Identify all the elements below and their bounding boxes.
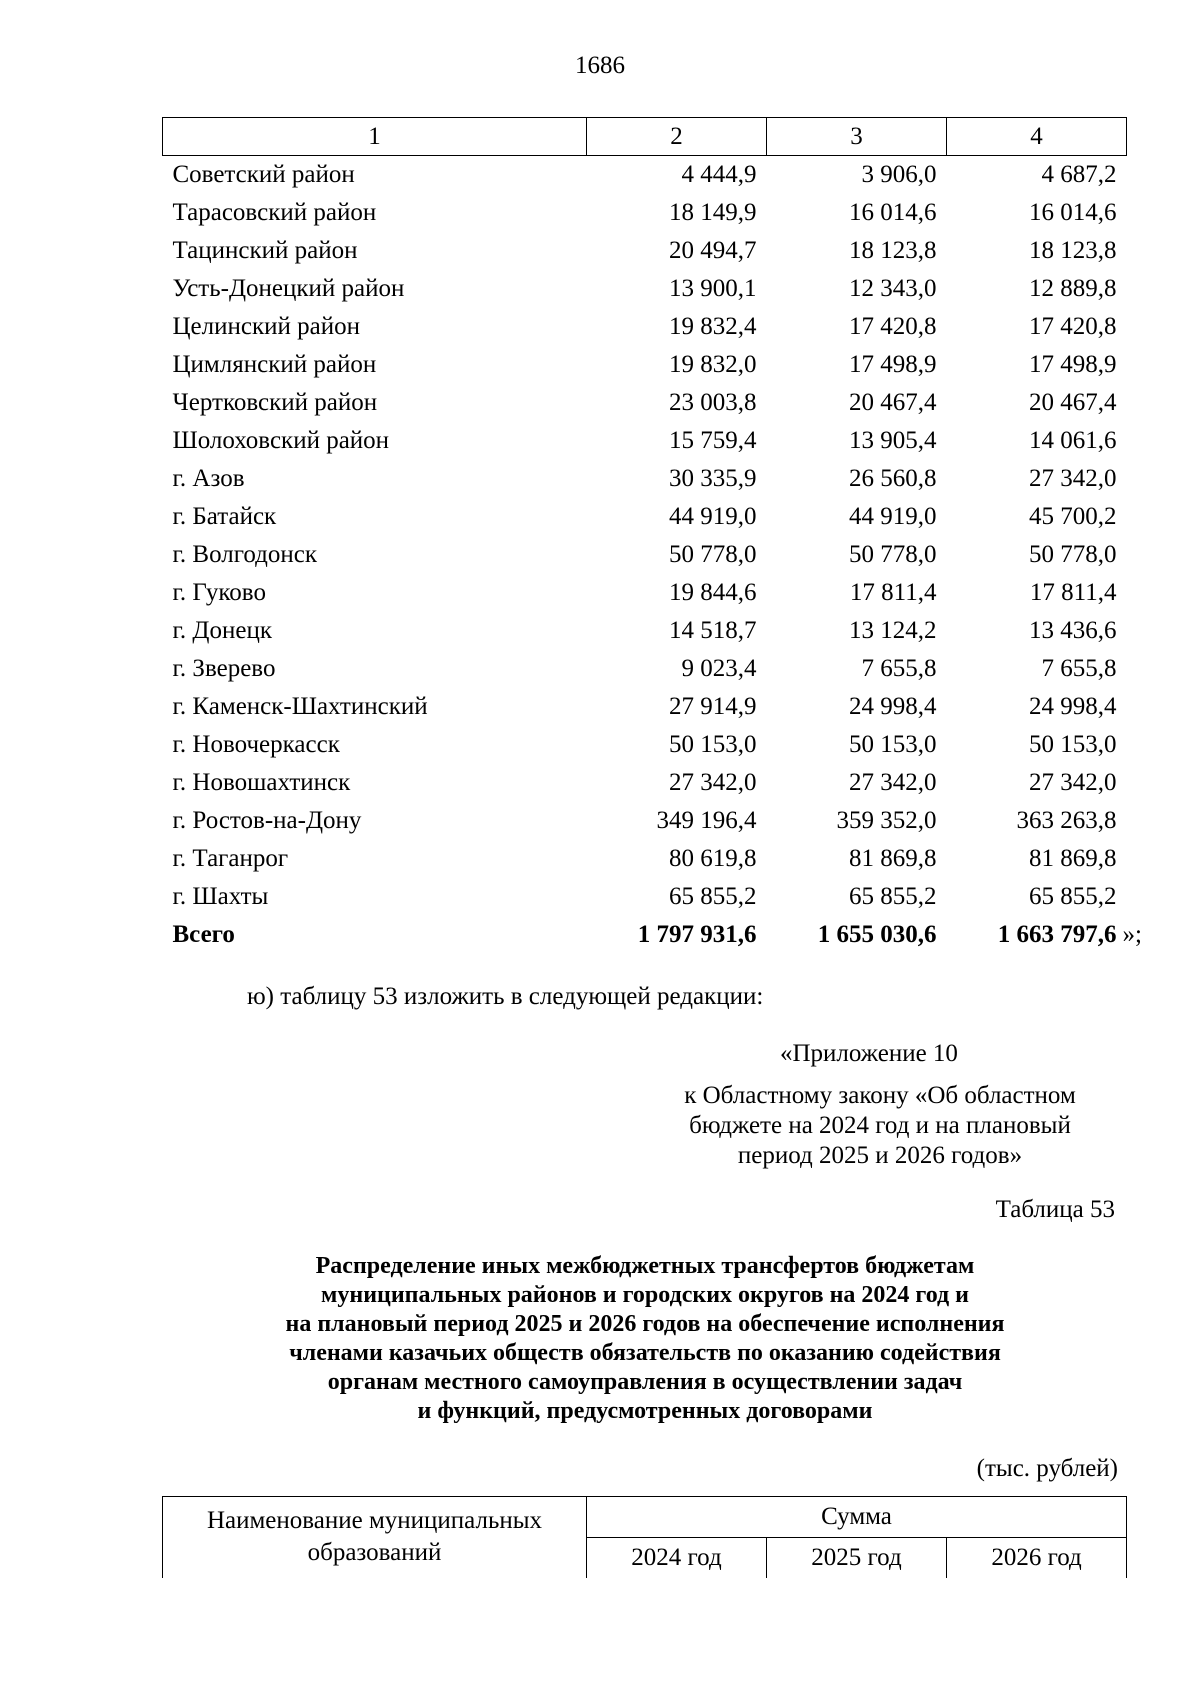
heading-line: органам местного самоуправления в осуществлении задач xyxy=(327,1369,963,1395)
column-number-row xyxy=(163,118,1127,156)
value-2025-cell: 17 498,9 xyxy=(849,351,937,378)
table-row xyxy=(163,460,1127,498)
heading-line: муниципальных районов и городских округов на 2024 год и xyxy=(321,1282,969,1308)
column-number-4: 4 xyxy=(947,118,1127,156)
value-2024-cell: 65 855,2 xyxy=(669,883,757,910)
heading-line: на плановый период 2025 и 2026 годов на обеспечение исполнения xyxy=(285,1311,1005,1337)
column-number-2: 2 xyxy=(587,118,767,156)
municipality-name-cell: г. Волгодонск xyxy=(172,541,318,568)
value-2026-cell: 45 700,2 xyxy=(1029,503,1117,530)
page-number: 1686 xyxy=(575,52,625,79)
value-2025-cell: 7 655,8 xyxy=(861,655,937,682)
value-2026-cell: 50 153,0 xyxy=(1029,731,1117,758)
table-row xyxy=(163,802,1127,840)
appendix-ref-line: период 2025 и 2026 годов» xyxy=(737,1142,1023,1169)
value-2025-cell: 65 855,2 xyxy=(849,883,937,910)
municipality-name-cell: Всего xyxy=(172,921,235,948)
value-2025-cell: 359 352,0 xyxy=(836,807,937,834)
value-2024-cell: 20 494,7 xyxy=(669,237,757,264)
value-2024-cell: 19 844,6 xyxy=(669,579,757,606)
value-2024-cell: 9 023,4 xyxy=(681,655,757,682)
value-2024-cell: 30 335,9 xyxy=(669,465,757,492)
value-2026-cell: 12 889,8 xyxy=(1029,275,1117,302)
value-2026-cell: 27 342,0 xyxy=(1029,769,1117,796)
municipality-name-cell: Чертковский район xyxy=(172,389,378,416)
table-row xyxy=(163,270,1127,308)
upper-table-body xyxy=(163,156,1142,955)
value-2024-cell: 18 149,9 xyxy=(669,199,757,226)
column-number-1: 1 xyxy=(163,118,587,156)
heading-line: и функций, предусмотренных договорами xyxy=(417,1398,873,1424)
municipality-name-cell: г. Каменск-Шахтинский xyxy=(172,693,428,720)
value-2024-cell: 349 196,4 xyxy=(656,807,757,834)
value-2025-cell: 44 919,0 xyxy=(849,503,937,530)
value-2025-cell: 50 153,0 xyxy=(849,731,937,758)
value-2024-cell: 15 759,4 xyxy=(669,427,757,454)
value-2026-cell: 4 687,2 xyxy=(1041,161,1117,188)
column-number-3: 3 xyxy=(767,118,947,156)
table-row xyxy=(163,384,1127,422)
table-row xyxy=(163,536,1127,574)
municipality-name-cell: г. Шахты xyxy=(172,883,269,910)
table-row xyxy=(163,346,1127,384)
municipality-name-cell: Целинский район xyxy=(172,313,360,340)
value-2025-cell: 18 123,8 xyxy=(849,237,937,264)
name-header-line: образований xyxy=(307,1539,442,1566)
value-2024-cell: 50 153,0 xyxy=(669,731,757,758)
table-row xyxy=(163,688,1127,726)
value-2025-cell: 50 778,0 xyxy=(849,541,937,568)
municipality-name-cell: г. Ростов-на-Дону xyxy=(172,807,362,834)
value-2026-cell: 14 061,6 xyxy=(1029,427,1117,454)
name-column-header xyxy=(163,1497,587,1579)
value-2026-cell: 81 869,8 xyxy=(1029,845,1117,872)
value-2026-cell: 17 498,9 xyxy=(1029,351,1117,378)
table-label: Таблица 53 xyxy=(995,1196,1115,1223)
municipality-name-cell: Тарасовский район xyxy=(172,199,377,226)
municipality-name-cell: Цимлянский район xyxy=(172,351,377,378)
table-row xyxy=(163,764,1127,802)
value-2025-cell: 26 560,8 xyxy=(849,465,937,492)
value-2026-cell: 16 014,6 xyxy=(1029,199,1117,226)
municipality-name-cell: г. Новочеркасск xyxy=(172,731,340,758)
appendix-ref-line: к Областному закону «Об областном xyxy=(684,1082,1076,1109)
value-2025-cell: 16 014,6 xyxy=(849,199,937,226)
municipality-name-cell: г. Гуково xyxy=(172,579,266,606)
table-row xyxy=(163,232,1127,270)
value-2026-cell: 20 467,4 xyxy=(1029,389,1117,416)
year-header-2025: 2025 год xyxy=(767,1538,947,1579)
municipality-name-cell: г. Зверево xyxy=(172,655,276,682)
appendix-ref-line: бюджете на 2024 год и на плановый xyxy=(689,1112,1071,1139)
value-2025-cell: 17 420,8 xyxy=(849,313,937,340)
table-row xyxy=(163,878,1127,916)
value-2024-cell: 44 919,0 xyxy=(669,503,757,530)
municipality-name-cell: Усть-Донецкий район xyxy=(172,275,405,302)
value-2026-cell: 7 655,8 xyxy=(1041,655,1117,682)
table-row xyxy=(163,840,1127,878)
total-row xyxy=(163,916,1127,954)
value-2025-cell: 13 124,2 xyxy=(849,617,937,644)
value-2026-cell: 13 436,6 xyxy=(1029,617,1117,644)
municipality-name-cell: г. Новошахтинск xyxy=(172,769,351,796)
value-2025-cell: 81 869,8 xyxy=(849,845,937,872)
municipality-name-cell: г. Таганрог xyxy=(172,845,289,872)
heading-line: членами казачьих обществ обязательств по оказанию содействия xyxy=(289,1340,1001,1366)
value-2024-cell: 19 832,0 xyxy=(669,351,757,378)
value-2026-cell: 50 778,0 xyxy=(1029,541,1117,568)
value-2026-cell: 27 342,0 xyxy=(1029,465,1117,492)
units-label: (тыс. рублей) xyxy=(976,1455,1118,1482)
value-2026-cell: 17 420,8 xyxy=(1029,313,1117,340)
sum-header: Сумма xyxy=(587,1497,1127,1538)
value-2026-cell: 1 663 797,6 »; xyxy=(947,916,1127,954)
table-row xyxy=(163,574,1127,612)
value-2026-cell: 65 855,2 xyxy=(1029,883,1117,910)
value-2025-cell: 12 343,0 xyxy=(849,275,937,302)
table-row xyxy=(163,612,1127,650)
appendix-title: «Приложение 10 xyxy=(780,1040,958,1067)
value-2024-cell: 4 444,9 xyxy=(681,161,757,188)
value-2026-cell: 363 263,8 xyxy=(1016,807,1117,834)
value-2025-cell: 20 467,4 xyxy=(849,389,937,416)
value-2025-cell: 1 655 030,6 xyxy=(817,921,937,948)
table-row xyxy=(163,194,1127,232)
value-2024-cell: 23 003,8 xyxy=(669,389,757,416)
value-2025-cell: 3 906,0 xyxy=(861,161,937,188)
value-2026-cell: 18 123,8 xyxy=(1029,237,1117,264)
municipality-name-cell: г. Батайск xyxy=(172,503,277,530)
value-2026-cell: 24 998,4 xyxy=(1029,693,1117,720)
instruction-text: ю) таблицу 53 изложить в следующей редакции: xyxy=(247,983,764,1010)
municipality-name-cell: Тацинский район xyxy=(172,237,358,264)
value-2025-cell: 17 811,4 xyxy=(849,579,937,606)
value-2025-cell: 24 998,4 xyxy=(849,693,937,720)
municipality-name-cell: г. Азов xyxy=(172,465,245,492)
year-header-2024: 2024 год xyxy=(587,1538,767,1579)
table-row xyxy=(163,422,1127,460)
table-row xyxy=(163,156,1127,195)
value-2024-cell: 13 900,1 xyxy=(669,275,757,302)
value-2024-cell: 80 619,8 xyxy=(669,845,757,872)
value-2024-cell: 27 914,9 xyxy=(669,693,757,720)
value-2026-cell: 17 811,4 xyxy=(1029,579,1117,606)
closing-quote: »; xyxy=(1122,921,1142,948)
heading-line: Распределение иных межбюджетных трансфертов бюджетам xyxy=(315,1253,975,1279)
value-2024-cell: 27 342,0 xyxy=(669,769,757,796)
lower-table-header xyxy=(162,1496,1127,1578)
table-row xyxy=(163,650,1127,688)
table-row xyxy=(163,498,1127,536)
table-row xyxy=(163,308,1127,346)
value-2024-cell: 14 518,7 xyxy=(669,617,757,644)
value-2025-cell: 27 342,0 xyxy=(849,769,937,796)
upper-table xyxy=(162,117,1142,954)
year-header-2026: 2026 год xyxy=(947,1538,1127,1579)
value-2024-cell: 19 832,4 xyxy=(669,313,757,340)
municipality-name-cell: Советский район xyxy=(172,161,355,188)
table-heading xyxy=(170,1252,1120,1426)
value-2025-cell: 13 905,4 xyxy=(849,427,937,454)
name-header-line: Наименование муниципальных xyxy=(206,1507,543,1534)
appendix-reference xyxy=(630,1081,1130,1171)
municipality-name-cell: Шолоховский район xyxy=(172,427,390,454)
municipality-name-cell: г. Донецк xyxy=(172,617,272,644)
table-row xyxy=(163,726,1127,764)
value-2024-cell: 1 797 931,6 xyxy=(637,921,757,948)
value-2024-cell: 50 778,0 xyxy=(669,541,757,568)
